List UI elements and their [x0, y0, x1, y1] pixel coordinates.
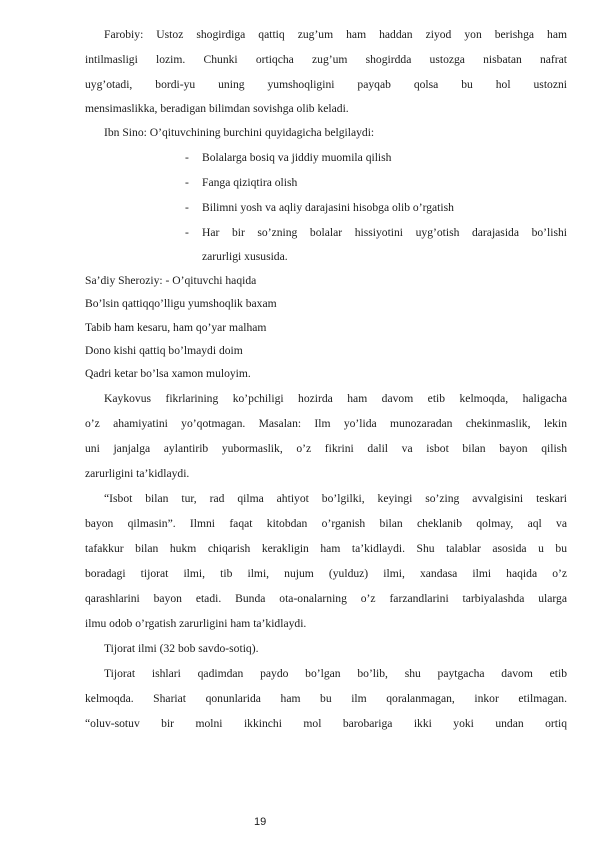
- list-bullet: -: [185, 151, 189, 164]
- paragraph-line: tafakkur bilan hukm chiqarish kerakligin ham ta’kidlaydi. Shu talablar asosida u bu: [85, 542, 567, 555]
- poem-line: Dono kishi qattiq bo’lmaydi doim: [85, 344, 243, 357]
- paragraph-line: intilmasligi lozim. Chunki ortiqcha zug’um shogirdda ustozga nisbatan nafrat: [85, 53, 567, 66]
- paragraph-line: “oluv-sotuv bir molni ikkinchi mol barobariga ikki yoki undan ortiq: [85, 717, 567, 730]
- poem-line: Tabib ham kesaru, ham qo’yar malham: [85, 321, 267, 334]
- poem-line: Qadri ketar bo’lsa xamon muloyim.: [85, 367, 251, 380]
- paragraph-line: Ibn Sino: O’qituvchining burchini quyidagicha belgilaydi:: [104, 126, 375, 139]
- poem-line: Bo’lsin qattiqqo’lligu yumshoqlik baxam: [85, 297, 277, 310]
- paragraph-line: Farobiy: Ustoz shogirdiga qattiq zug’um ham haddan ziyod yon berishga ham: [104, 28, 567, 41]
- paragraph-line: “Isbot bilan tur, rad qilma ahtiyot bo’lgilki, keyingi so’zing avvalgisini teskari: [104, 492, 567, 505]
- list-item: Fanga qiziqtira olish: [202, 176, 298, 189]
- paragraph-line: bayon qilmasin”. Ilmni faqat kitobdan o’rganish bilan cheklanib qolmay, aql va: [85, 517, 567, 530]
- page-number: 19: [254, 816, 267, 828]
- list-item: Bolalarga bosiq va jiddiy muomila qilish: [202, 151, 392, 164]
- paragraph-line: uni janjalga aylantirib yubormaslik, o’z fikrini dalil va isbot bilan bayon qilish: [85, 442, 567, 455]
- section-heading: Tijorat ilmi (32 bob savdo-sotiq).: [104, 642, 259, 655]
- list-item: Bilimni yosh va aqliy darajasini hisobga olib o’rgatish: [202, 201, 454, 214]
- poem-line: Sa’diy Sheroziy: - O’qituvchi haqida: [85, 274, 257, 287]
- paragraph-line: mensimaslikka, beradigan bilimdan sovishga olib keladi.: [85, 102, 349, 115]
- paragraph-line: zarurligini ta’kidlaydi.: [85, 467, 190, 480]
- paragraph-line: Tijorat ishlari qadimdan paydo bo’lgan bo’lib, shu paytgacha davom etib: [104, 667, 567, 680]
- paragraph-line: Kaykovus fikrlarining ko’pchiligi hozirda ham davom etib kelmoqda, haligacha: [104, 392, 567, 405]
- paragraph-line: ilmu odob o’rgatish zarurligini ham ta’kidlaydi.: [85, 617, 307, 630]
- paragraph-line: boradagi tijorat ilmi, tib ilmi, nujum (yulduz) ilmi, xandasa ilmi haqida o’z: [85, 567, 567, 580]
- paragraph-line: o’z ahamiyatini yo’qotmagan. Masalan: Ilm yo’lida munozaradan chekinmaslik, lekin: [85, 417, 567, 430]
- paragraph-line: qarashlarini bayon etadi. Bunda ota-onalarning o’z farzandlarini tarbiyalashda ularga: [85, 592, 567, 605]
- list-bullet: -: [185, 176, 189, 189]
- list-item-continuation: zarurligi xususida.: [202, 250, 288, 263]
- list-bullet: -: [185, 226, 189, 239]
- list-item: Har bir so’zning bolalar hissiyotini uyg’otish darajasida bo’lishi: [202, 226, 567, 239]
- paragraph-line: uyg’otadi, bordi-yu uning yumshoqligini payqab qolsa bu hol ustozni: [85, 78, 567, 91]
- list-bullet: -: [185, 201, 189, 214]
- paragraph-line: kelmoqda. Shariat qonunlarida ham bu ilm qoralanmagan, inkor etilmagan.: [85, 692, 567, 705]
